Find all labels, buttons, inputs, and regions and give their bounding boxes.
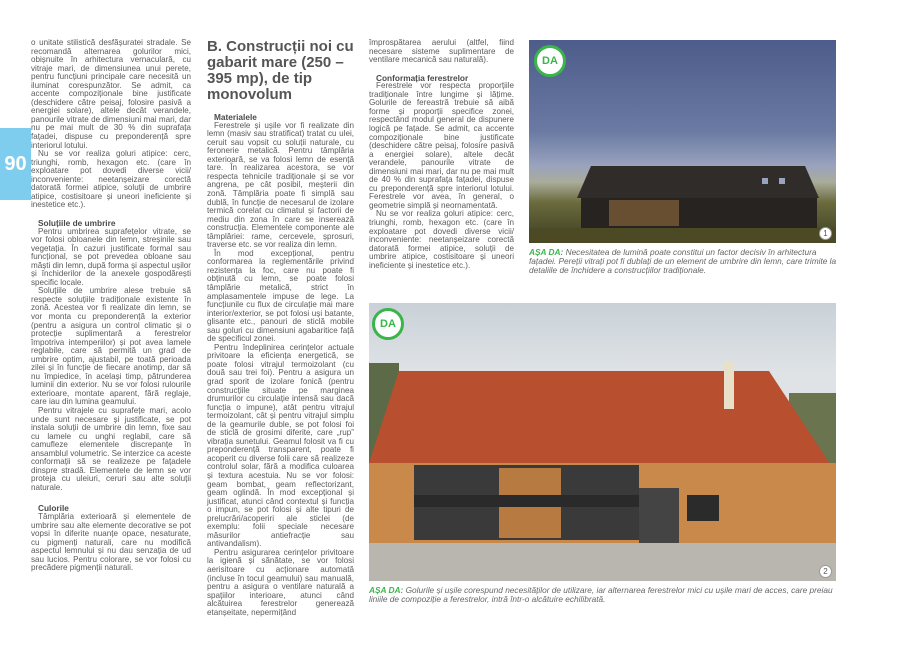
- paragraph: o unitate stilistică desfășuratei stradale. Se recomandă alternarea golurilor mici, obișnuite în arhitectura vernaculară, cu vitraje mari, de dimensiunea unui perete, pentru funcțiuni principale care necesită un iluminat corespunzător. Se admit, ca accente compoziționale bine justificate (deschidere către peisaj, folosire pasivă a energiei solare), altele decât verandele, panourile vitrate de dimensiuni mai mari, dar nu pe mai mult de 30 % din suprafața fațadei, dispuse cu preponderență spre interiorul lotului.: [31, 38, 191, 150]
- figure-number: 1: [819, 227, 832, 240]
- paragraph: Pentru vitrajele cu suprafețe mari, acolo unde sunt necesare și justificate, se pot instala soluții de umbrire din lemn, fixe sau cu lamele cu unghi reglabil, care să camufleze elementele discrepanțe în ansamblul volumetric. Se interzice ca aceste conformații să se realizeze pe fațadele dinspre stradă. Elementele de lemn se vor proteja cu uleiuri, ceruri sau alte soluții naturale.: [31, 406, 191, 492]
- barn-illustration: [529, 40, 836, 243]
- paragraph: În mod excepțional, pentru conformarea la reglementările privind rezistența la foc, care nu poate fi obținută cu lemn, se poate folosi tâmplărie metalică, strict în amplasamentele impuse de lege. La funcțiunile cu flux de circulație mai mare interior/exterior, se pot folosi uși batante, glisante etc., panouri de sticlă mobile sau goluri cu dimensiuni agabaritice față de specificul zonei.: [207, 248, 354, 344]
- da-badge: DA: [534, 45, 566, 77]
- paragraph: Tâmplăria exterioară și elementele de umbrire sau alte elemente decorative se pot vopsi în diferite nuanțe opace, nesaturate, cu pigmenți naturali, care nu modifică aspectul lemnului și nu dau senzația de ud sau lucios. Pentru colorare, se vor folosi cu precădere pigmenții naturali.: [31, 512, 191, 573]
- paragraph: Pentru asigurarea cerințelor privitoare la igienă și sănătate, se vor folosi aerisitoare cu acționare automată (incluse în tocul geamului) sau manuală, pentru a asigura o ventilare naturală a spațiilor interioare, atunci când alcătuirea ferestrelor generează etanșeitate, nepermițând: [207, 547, 354, 617]
- section-heading-culori: Culorile: [38, 503, 69, 514]
- section-heading-conformatia: Conformația ferestrelor: [376, 72, 469, 83]
- paragraph: Soluțiile de umbrire alese trebuie să respecte soluțiile tradiționale existente în zonă. Acestea vor fi realizate din lemn, se vor monta cu preponderență la exterior (pentru a asigura un control climatic și o protecție suplimentară a ferestrelor împotriva intemperiilor) și pot avea lamele reglabile, care să permită un grad de umbrire optim, ajustabil, pe toată perioada zilei și în funcție de fiecare anotimp, dar să nu împiedice, în același timp, pătrunderea luminii din exterior. Nu se vor folosi rulourile exterioare, montate aparent, fără reglaje, care iau din lumina geamului.: [31, 286, 191, 407]
- paragraph: Nu se vor realiza goluri atipice: cerc, triunghi, romb, hexagon etc. (care în exploatare pot dovedi diverse vicii/ inconveniente: neetanșeizare corectă datorată formei atipice, soluții de umbrire atipice, costisitoare și uneori ineficiente și inestetice etc.).: [369, 209, 514, 270]
- section-title: B. Construcții noi cu gabarit mare (250 – 395 mp), de tip monovolum: [207, 38, 354, 103]
- photo-barn: [529, 40, 836, 243]
- text-column-1: [31, 39, 191, 573]
- paragraph: Pentru umbrirea suprafețelor vitrate, se vor folosi obloanele din lemn, streșinile sau vegetația. În cazuri justificate formal sau funcțional, se pot prevedea obloane sau măști din lemn, după forma și aspectul ușilor și închiderilor de la anexele gospodărești specific locale.: [31, 226, 191, 287]
- section-heading-materiale: Materialele: [214, 112, 257, 122]
- figure-number: 2: [819, 565, 832, 578]
- caption-text: Necesitatea de lumină poate constitui un factor decisiv în arhitectura fațadei. Pereții vitrați pot fi dublați de un element de umbrire din lemn, care trimite la detaliile de închidere a construcțiilor tradiționale.: [529, 247, 837, 275]
- figure-caption-1: [529, 248, 839, 275]
- building-illustration: [369, 303, 836, 581]
- caption-text: Golurile și ușile corespund necesităților de utilizare, iar alternarea ferestrelor mici cu ușile mari de acces, care preiau liniile de compoziție a ferestrelor, intră într-o alcătuire echilibrată.: [369, 585, 833, 604]
- paragraph: Nu se vor realiza goluri atipice: cerc, triunghi, romb, hexagon etc. (care în exploatare pot dovedi diverse vicii/ inconveniente: neetanșeizare corectă datorată formei atipice, soluții de umbrire atipice, costisitoare și uneori ineficiente și inestetice etc.).: [31, 149, 191, 210]
- caption-label: AȘA DA:: [529, 247, 564, 257]
- da-badge: DA: [372, 308, 404, 340]
- paragraph: Ferestrele vor respecta proporțiile tradiționale între lungime și lățime. Golurile de fereastră trebuie să aibă forme și proporții specifice zonei, respectând modul general de dispunere logică pe fațade. Se admit, ca accente compoziționale bine justificate (deschidere către peisaj, folosire pasivă a energiei solare), altele decât verandele, panourile vitrate de dimensiuni mai mari, dar nu pe mai mult de 40 % din suprafața fațadei, dispuse cu preponderență spre interiorul lotului. Ferestrele vor avea, în general, o geometrie simplă și neornamentată.: [369, 81, 514, 210]
- section-heading-umbrire: Soluțiile de umbrire: [38, 217, 116, 228]
- page-number: 90: [0, 128, 31, 200]
- text-column-3: [369, 39, 514, 270]
- caption-label: AȘA DA:: [369, 585, 404, 595]
- paragraph: Pentru îndeplinirea cerințelor actuale privitoare la eficiența energetică, se poate folosi vitrajul termoizolant (cu două sau trei foi). Pentru a asigura un grad sporit de izolare fonică (pentru construcțiile situate pe marginea drumurilor cu circulație intensă sau dacă funcția o impune), atât pentru vitrajul termoizolant, cât și pentru vitrajul simplu de la geamurile duble, se pot folosi foi de sticlă de grosimi diferite, care „rup” vibrația sunetului. Geamul folosit va fi cu preponderență transparent, poate fi acoperit cu diverse folii care să realizeze controlul solar, fără a modifica culoarea și textura acestuia. Nu se vor folosi: geam bombat, geam reflectorizant, geam oglindă. În mod excepțional și justificat, atunci când contextul și funcția o impun, se pot folosi și alte tipuri de prelucrări/acoperiri ale sticlei (de exemplu: folii speciale necesare măsurilor antiefracție sau antivandalism).: [207, 342, 354, 549]
- paragraph: Ferestrele și ușile vor fi realizate din lemn (masiv sau stratificat) tratat cu ulei, ceruit sau vopsit cu soluții naturale, cu feronerie metalică. Pentru tâmplăria exterioară, se va folosi lemn de esență tare. În realizarea acestora, se vor respecta tehnicile tradiționale și se vor angrena, pe cât posibil, meșterii din zonă. Tâmplăria poate fi simplă sau dublă, în funcție de necesarul de izolare termică corelat cu climatul și factorii de mediu din zona în care se inserează construcția. Elementele componente ale tâmplăriei: rame, cercevele, șprosuri, traverse etc. se vor realiza din lemn.: [207, 120, 354, 250]
- paragraph: împrospătarea aerului (altfel, fiind necesare sisteme suplimentare de ventilare mecanică sau naturală).: [369, 38, 514, 65]
- photo-red-roof-building: [369, 303, 836, 581]
- figure-caption-2: [369, 586, 839, 604]
- text-column-2: [207, 39, 354, 617]
